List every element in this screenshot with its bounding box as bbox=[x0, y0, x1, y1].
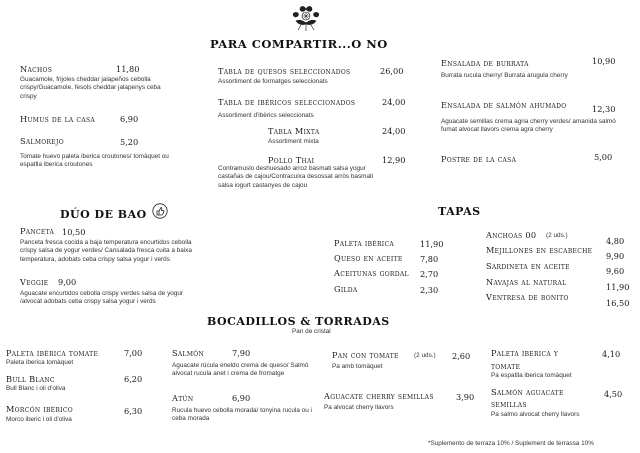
boc-morcon: Morcón ibérico bbox=[6, 404, 73, 414]
desc-tabla-quesos: Assortiment de formatges seleccionats bbox=[218, 78, 328, 85]
tapa-mejillones-price: 9,90 bbox=[606, 251, 625, 261]
torr-aguacate-cherry: Aguacate cherry semillas bbox=[324, 391, 434, 401]
price-salmorejo: 5,20 bbox=[120, 137, 139, 147]
torr-salmon-l1: Salmón aguacate bbox=[491, 387, 564, 397]
torr-salmon-desc: Pa salmo alvocat cherry llavors bbox=[491, 411, 580, 418]
torr-paleta-l2: tomate bbox=[491, 361, 521, 371]
price-ensalada-salmon: 12,30 bbox=[592, 104, 616, 114]
boc-salmon-price: 7,90 bbox=[232, 348, 251, 358]
tapa-anchoas-note: (2 uds.) bbox=[546, 232, 568, 239]
item-postre: Postre de la casa bbox=[441, 154, 517, 164]
tapa-queso: Queso en aceite bbox=[334, 253, 403, 263]
torr-pantomate-desc: Pa amb tomàquet bbox=[332, 363, 383, 370]
torr-aguacate-cherry-price: 3,90 bbox=[456, 392, 475, 402]
tapa-anchoas-price: 4,80 bbox=[606, 236, 625, 246]
item-bao-panceta: Panceta bbox=[20, 226, 55, 236]
desc-pollo-thai: Contramuslo deshuesado arroz basmati salsa yogur castañas de cajou/Contracuixa desossat arròs basmati salsa iogurt castanyes de cajou bbox=[218, 165, 374, 189]
torr-paleta-l1: Paleta iberica y bbox=[491, 348, 559, 358]
price-tabla-quesos: 26,00 bbox=[380, 66, 404, 76]
boc-bull-price: 6,20 bbox=[124, 374, 143, 384]
torr-pantomate-note: (2 uds.) bbox=[414, 352, 436, 359]
tapa-aceitunas-price: 2,70 bbox=[420, 269, 439, 279]
tapa-sardineta: Sardineta en aceite bbox=[486, 261, 570, 271]
item-pollo-thai: Pollo Thai bbox=[268, 155, 315, 165]
item-tabla-mixta: Tabla Mixta bbox=[268, 126, 320, 136]
boc-paleta: Paleta ibérica tomate bbox=[6, 348, 99, 358]
tapa-gilda: Gilda bbox=[334, 284, 358, 294]
thumbs-up-icon bbox=[152, 203, 168, 219]
desc-tabla-ibericos: Assortiment d'ibèrics seleccionats bbox=[218, 112, 314, 119]
price-tabla-mixta: 24,00 bbox=[382, 126, 406, 136]
tapa-navajas-price: 11,90 bbox=[606, 282, 630, 292]
boc-atun: Atún bbox=[172, 393, 194, 403]
desc-tabla-mixta: Assortiment mixta bbox=[268, 138, 319, 145]
desc-ensalada-salmon: Aguacate semillas crema agria cherry verdes/ amanida salmó fumat alvocat llavors crema agra cherry bbox=[441, 118, 616, 134]
item-salmorejo: Salmorejo bbox=[20, 136, 64, 146]
price-tabla-ibericos: 24,00 bbox=[382, 97, 406, 107]
tapa-anchoas: Anchoas 00 bbox=[486, 230, 537, 240]
boc-salmon-desc: Aguacate rúcula eneldo crema de queso/ Salmó alvocat rucula anet i crema de fromatge bbox=[172, 362, 309, 378]
boc-bull-desc: Bull Blanc i oli d'oliva bbox=[6, 385, 66, 392]
torr-paleta-price: 4,10 bbox=[602, 349, 621, 359]
section-title-bocadillos: BOCADILLOS & TORRADAS bbox=[207, 315, 390, 328]
desc-nachos: Guacamole, frijoles cheddar jalapeños cebolla crispy/Guacamole, fesols cheddar jalapenys ceba crispy bbox=[20, 76, 161, 100]
torr-pantomate-price: 2,60 bbox=[452, 351, 471, 361]
price-pollo-thai: 12,90 bbox=[382, 155, 406, 165]
tapa-ventresa-price: 16,50 bbox=[606, 298, 630, 308]
item-ensalada-burrata: Ensalada de burrata bbox=[441, 58, 529, 68]
flower-logo-icon bbox=[288, 3, 324, 33]
boc-salmon: Salmón bbox=[172, 348, 205, 358]
tapa-queso-price: 7,80 bbox=[420, 254, 439, 264]
boc-paleta-desc: Paleta iberica tomàquet bbox=[6, 359, 74, 366]
tapa-gilda-price: 2,30 bbox=[420, 285, 439, 295]
boc-atun-desc: Rucula huevo cebolla morada/ tonyina rucula ou i ceba morada bbox=[172, 407, 312, 423]
item-humus: Humus de la casa bbox=[20, 114, 95, 124]
boc-bull: Bull Blanc bbox=[6, 374, 55, 384]
torr-salmon-price: 4,50 bbox=[604, 389, 623, 399]
tapa-ventresa: Ventresa de bonito bbox=[486, 292, 569, 302]
boc-morcon-desc: Morco iberic i oli d'oliva bbox=[6, 416, 72, 423]
price-ensalada-burrata: 10,90 bbox=[592, 56, 616, 66]
price-bao-veggie: 9,00 bbox=[58, 277, 77, 287]
torr-paleta-desc: Pa espatlla iberica tomàquet bbox=[491, 372, 572, 379]
torr-aguacate-cherry-desc: Pa alvocat cherry llavors bbox=[324, 404, 394, 411]
boc-paleta-price: 7,00 bbox=[124, 348, 143, 358]
tapa-sardineta-price: 9,60 bbox=[606, 266, 625, 276]
section-title-compartir: PARA COMPARTIR...O NO bbox=[210, 37, 388, 51]
price-humus: 6,90 bbox=[120, 114, 139, 124]
tapa-navajas: Navajas al natural bbox=[486, 277, 567, 287]
item-nachos: Nachos bbox=[20, 64, 53, 74]
price-bao-panceta: 10,50 bbox=[62, 227, 86, 237]
tapa-paleta: Paleta ibérica bbox=[334, 238, 394, 248]
item-tabla-quesos: Tabla de quesos seleccionados bbox=[218, 66, 351, 76]
torr-pantomate: Pan con tomate bbox=[332, 350, 399, 360]
price-postre: 5,00 bbox=[594, 152, 613, 162]
desc-ensalada-burrata: Burrata rucula cherry/ Burrata arugula cherry bbox=[441, 72, 568, 79]
boc-atun-price: 6,90 bbox=[232, 393, 251, 403]
item-tabla-ibericos: Tabla de ibéricos seleccionados bbox=[218, 97, 356, 107]
torr-salmon-l2: semillas bbox=[491, 399, 527, 409]
price-nachos: 11,80 bbox=[116, 64, 140, 74]
section-title-bao: DÚO DE BAO bbox=[60, 208, 147, 221]
item-ensalada-salmon: Ensalada de salmón ahumado bbox=[441, 100, 567, 110]
desc-salmorejo: Tomate huevo paleta iberica croutones/ tomàquet ou espatlla iberica croutones bbox=[20, 153, 169, 169]
boc-morcon-price: 6,30 bbox=[124, 406, 143, 416]
item-bao-veggie: Veggie bbox=[20, 277, 49, 287]
tapa-mejillones: Mejillones en escabeche bbox=[486, 245, 593, 255]
section-title-tapas: TAPAS bbox=[438, 205, 481, 218]
footer-supplement: *Suplemento de terraza 10% / Suplement de terrassa 10% bbox=[428, 440, 594, 447]
tapa-paleta-price: 11,90 bbox=[420, 239, 444, 249]
desc-bao-panceta: Panceta fresca cocida a baja temperatura encurtidos cebolla crispy salsa de yogur verdes/ Cansalada fresca cuita a baixa temperatura, adobats ceba crispy salsa yogur i verds bbox=[20, 239, 192, 263]
tapa-aceitunas: Aceitunas gordal bbox=[334, 268, 409, 278]
desc-bao-veggie: Aguacate encurtidos cebolla crispy verdes salsa de yogur /alvocat adobats ceba crispy salsa yogur i verds bbox=[20, 290, 184, 306]
section-subtitle-bocadillos: Pan de cristal bbox=[292, 328, 331, 335]
